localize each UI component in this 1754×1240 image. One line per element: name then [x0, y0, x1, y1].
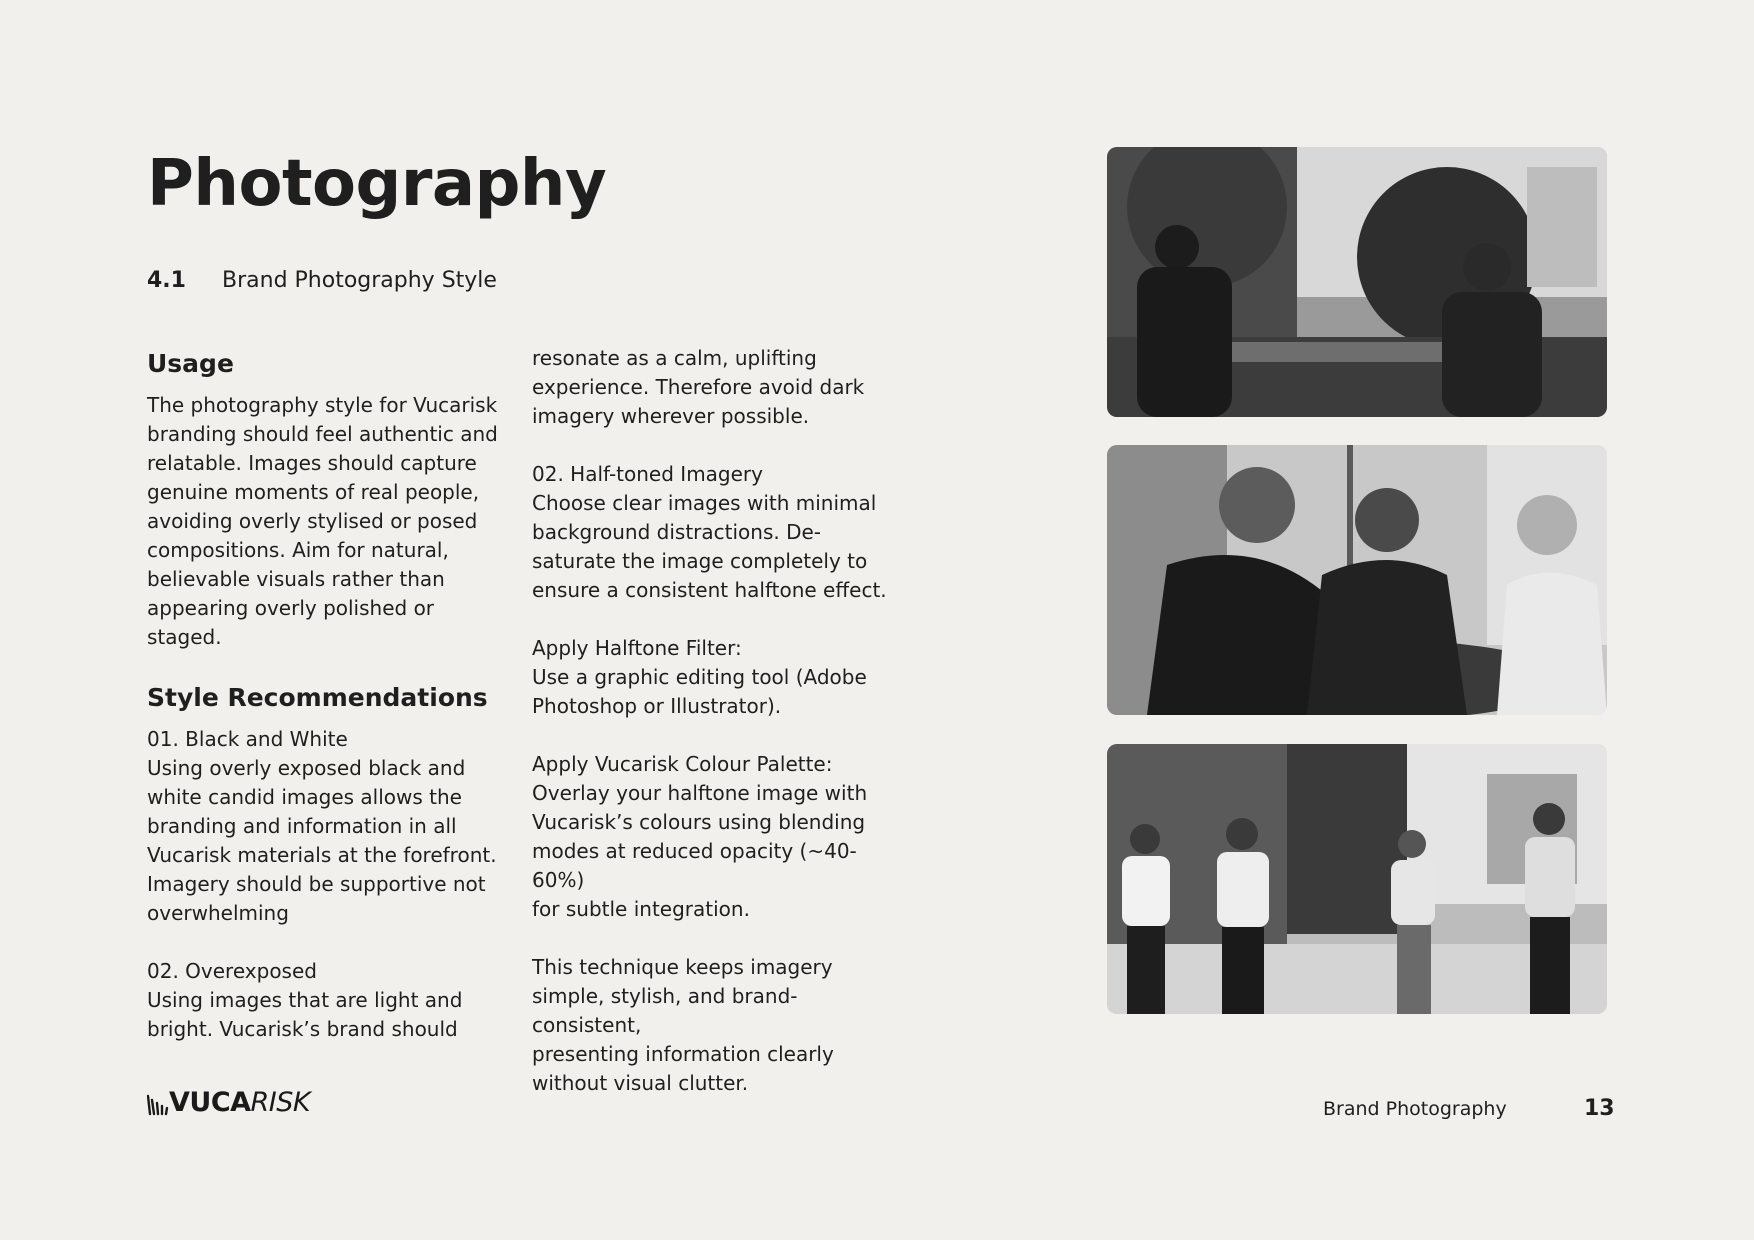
page-title: Photography — [147, 147, 607, 221]
text-column-left — [147, 347, 507, 1073]
recommendation-halftone: 02. Half-toned Imagery Choose clear images with minimal background distractions. De- saturate the image completely to ensure a consistent halftone effect. — [532, 462, 887, 602]
halftone-filter-text: Apply Halftone Filter: Use a graphic editing tool (Adobe Photoshop or Illustrator). — [532, 636, 867, 718]
colour-palette-text: Apply Vucarisk Colour Palette: Overlay your halftone image with Vucarisk’s colours using blending modes at reduced opacity (~40-60%) for subtle integration. — [532, 752, 868, 921]
page-number: 13 — [1584, 1096, 1615, 1121]
vucarisk-logo — [147, 1088, 310, 1118]
section-header — [147, 268, 497, 293]
recommendation-black-white: 01. Black and White Using overly exposed black and white candid images allows the branding and information in all Vucarisk materials at the forefront. Imagery should be supportive not overwhelming — [147, 727, 497, 925]
logo-mark-icon — [147, 1090, 169, 1116]
usage-heading: Usage — [147, 349, 234, 378]
logo-text-light: RISK — [250, 1087, 311, 1118]
technique-summary: This technique keeps imagery simple, stylish, and brand-consistent, presenting information clearly without visual clutter. — [532, 955, 834, 1095]
photo-team-walking — [1107, 744, 1607, 1014]
usage-text: The photography style for Vucarisk branding should feel authentic and relatable. Images should capture genuine moments of real people, avoiding overly stylised or posed compositions. Aim for natural, believable visuals rather than appearing overly polished or staged. — [147, 393, 498, 649]
section-label: Brand Photography Style — [222, 268, 497, 293]
photo-outdoor-cafe — [1107, 147, 1607, 417]
logo-text-bold: VUCA — [169, 1087, 251, 1118]
style-recommendations-heading: Style Recommendations — [147, 683, 488, 712]
text-column-right — [532, 344, 902, 1127]
recommendation-overexposed: 02. Overexposed Using images that are light and bright. Vucarisk’s brand should — [147, 959, 463, 1041]
overexposed-continued: resonate as a calm, uplifting experience. Therefore avoid dark imagery wherever possible. — [532, 346, 865, 428]
section-number: 4.1 — [147, 268, 186, 293]
photo-meeting-table — [1107, 445, 1607, 715]
footer-section-label: Brand Photography — [1323, 1098, 1507, 1120]
